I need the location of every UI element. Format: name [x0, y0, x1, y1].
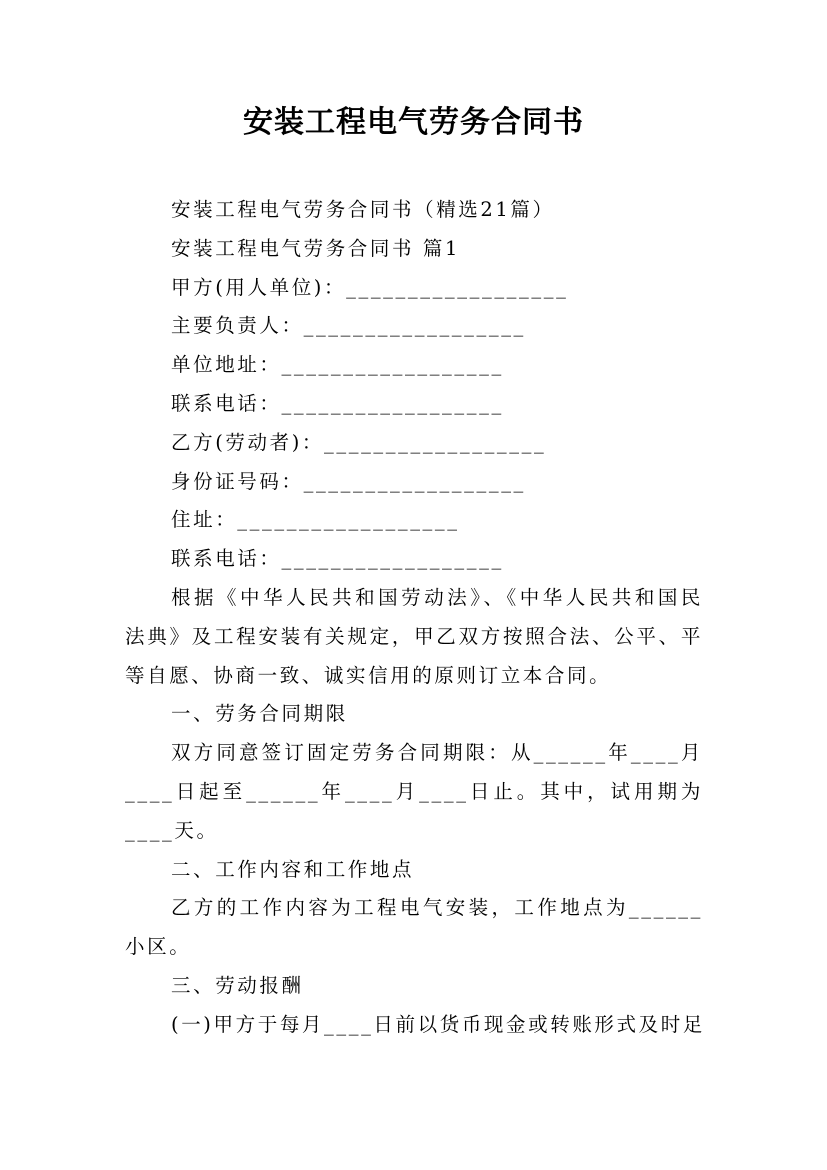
document-body	[125, 191, 703, 1045]
term-paragraph: 双方同意签订固定劳务合同期限：从______年____月____日起至______年____月____日止。其中，试用期为____天。	[125, 741, 703, 842]
clause-heading-term: 一、劳务合同期限	[171, 702, 348, 726]
clause-heading-work: 二、工作内容和工作地点	[171, 857, 415, 881]
party-a-field: 甲方(用人单位)：__________________	[171, 275, 569, 299]
work-paragraph: 乙方的工作内容为工程电气安装，工作地点为______小区。	[125, 896, 703, 959]
document-title: 安装工程电气劳务合同书	[243, 105, 584, 140]
pay-paragraph: (一)甲方于每月____日前以货币现金或转账形式及时足	[171, 1012, 705, 1036]
id-number-field: 身份证号码：__________________	[171, 469, 526, 493]
party-b-field: 乙方(劳动者)：__________________	[171, 430, 547, 454]
preamble-paragraph: 根据《中华人民共和国劳动法》、《中华人民共和国民法典》及工程安装有关规定，甲乙双方按照合法、公平、平等自愿、协商一致、诚实信用的原则订立本合同。	[125, 585, 703, 687]
subtitle-line: 安装工程电气劳务合同书（精选21篇）	[171, 198, 555, 221]
clause-heading-pay: 三、劳动报酬	[171, 973, 304, 997]
party-a-phone-field: 联系电话：__________________	[171, 391, 504, 415]
address-field: 住址：__________________	[171, 508, 460, 532]
responsible-person-field: 主要负责人：__________________	[171, 314, 526, 338]
party-b-phone-field: 联系电话：__________________	[171, 547, 504, 571]
section-heading: 安装工程电气劳务合同书 篇1	[171, 236, 461, 260]
company-address-field: 单位地址：__________________	[171, 353, 504, 377]
